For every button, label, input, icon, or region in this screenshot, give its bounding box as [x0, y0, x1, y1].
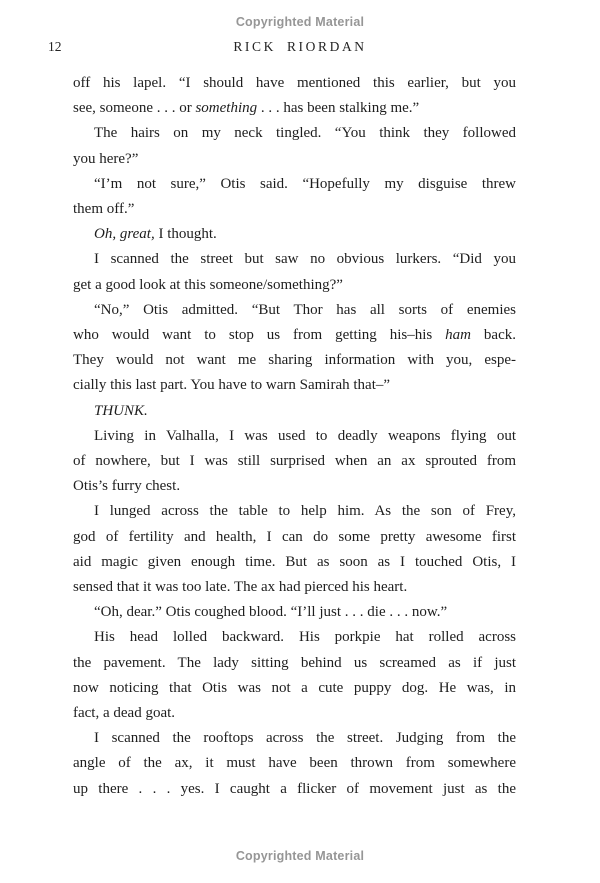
copyright-notice-top: Copyrighted Material [235, 15, 365, 29]
text-segment: up there . . . yes. I caught a flicker of movement just as the [73, 780, 516, 797]
text-line [73, 751, 516, 776]
text-segment: you here?” [73, 150, 139, 167]
text-line [73, 726, 516, 751]
text-line [73, 676, 516, 701]
text-line [73, 373, 516, 398]
text-line [73, 121, 516, 146]
text-segment: who would want to stop us from getting his–his [73, 327, 446, 344]
text-segment: I lunged across the table to help him. As the son of Frey, [94, 503, 516, 520]
text-line [73, 71, 516, 96]
text-line [73, 651, 516, 676]
text-segment: Living in Valhalla, I was used to deadly weapons flying out [94, 427, 516, 444]
text-segment: now noticing that Otis was not a cute puppy dog. He was, in [73, 679, 516, 696]
text-segment: Otis’s furry chest. [73, 478, 181, 495]
text-segment: them off.” [73, 201, 135, 218]
text-segment: “Oh, dear.” Otis coughed blood. “I’ll just . . . die . . . now.” [94, 604, 448, 621]
text-line [73, 499, 516, 524]
text-segment: fact, a dead goat. [73, 705, 176, 722]
text-line [73, 96, 516, 121]
text-line [73, 222, 516, 247]
text-segment: I scanned the street but saw no obvious lurkers. “Did you [94, 251, 516, 268]
text-line [73, 247, 516, 272]
text-line [73, 298, 516, 323]
text-segment: get a good look at this someone/something?” [73, 276, 343, 293]
text-segment: see, someone . . . or [73, 100, 196, 117]
text-line [73, 474, 516, 499]
text-segment: . . . has been stalking me.” [257, 100, 420, 117]
text-segment: angle of the ax, it must have been thrown from somewhere [73, 755, 516, 772]
text-line [73, 323, 516, 348]
text-segment: Oh, great, [94, 226, 155, 243]
text-segment: off his lapel. “I should have mentioned this earlier, but you [73, 75, 516, 91]
text-segment: something [195, 100, 258, 117]
text-segment: “I’m not sure,” Otis said. “Hopefully my disguise threw [94, 175, 516, 192]
text-segment: god of fertility and health, I can do some pretty awesome first [73, 528, 516, 545]
text-segment: His head lolled backward. His porkpie hat rolled across [94, 629, 516, 646]
text-line [73, 147, 516, 172]
text-segment: THUNK. [94, 402, 148, 419]
text-line [73, 172, 516, 197]
text-line [73, 197, 516, 222]
text-line [73, 600, 516, 625]
text-line [73, 701, 516, 726]
text-segment: back. [471, 327, 516, 344]
text-line [73, 424, 516, 449]
running-header: RICK RIORDAN [233, 39, 367, 54]
text-line [73, 348, 516, 373]
text-line [73, 525, 516, 550]
text-line [73, 399, 516, 424]
text-segment: They would not want me sharing information with you, espe- [73, 352, 516, 369]
text-segment: cially this last part. You have to warn Samirah that–” [73, 377, 391, 394]
text-segment: aid magic given enough time. But as soon as I touched Otis, I [73, 553, 516, 570]
text-line [73, 575, 516, 600]
text-segment: of nowhere, but I was still surprised when an ax sprouted from [73, 453, 516, 470]
text-line [73, 777, 516, 802]
text-line [73, 449, 516, 474]
text-line [73, 273, 516, 298]
text-segment: The hairs on my neck tingled. “You think they followed [94, 125, 516, 142]
copyright-notice-bottom: Copyrighted Material [235, 849, 365, 863]
text-line [73, 625, 516, 650]
text-segment: I scanned the rooftops across the street. Judging from the [94, 730, 516, 747]
text-segment: I thought. [154, 226, 217, 243]
page-number: 12 [48, 39, 62, 54]
text-segment: ham [445, 327, 471, 344]
text-segment: “No,” Otis admitted. “But Thor has all sorts of enemies [94, 301, 516, 318]
text-segment: sensed that it was too late. The ax had pierced his heart. [73, 579, 408, 596]
page-header [0, 39, 600, 57]
text-line [73, 550, 516, 575]
body-text [73, 71, 516, 802]
text-segment: the pavement. The lady sitting behind us screamed as if just [73, 654, 516, 671]
